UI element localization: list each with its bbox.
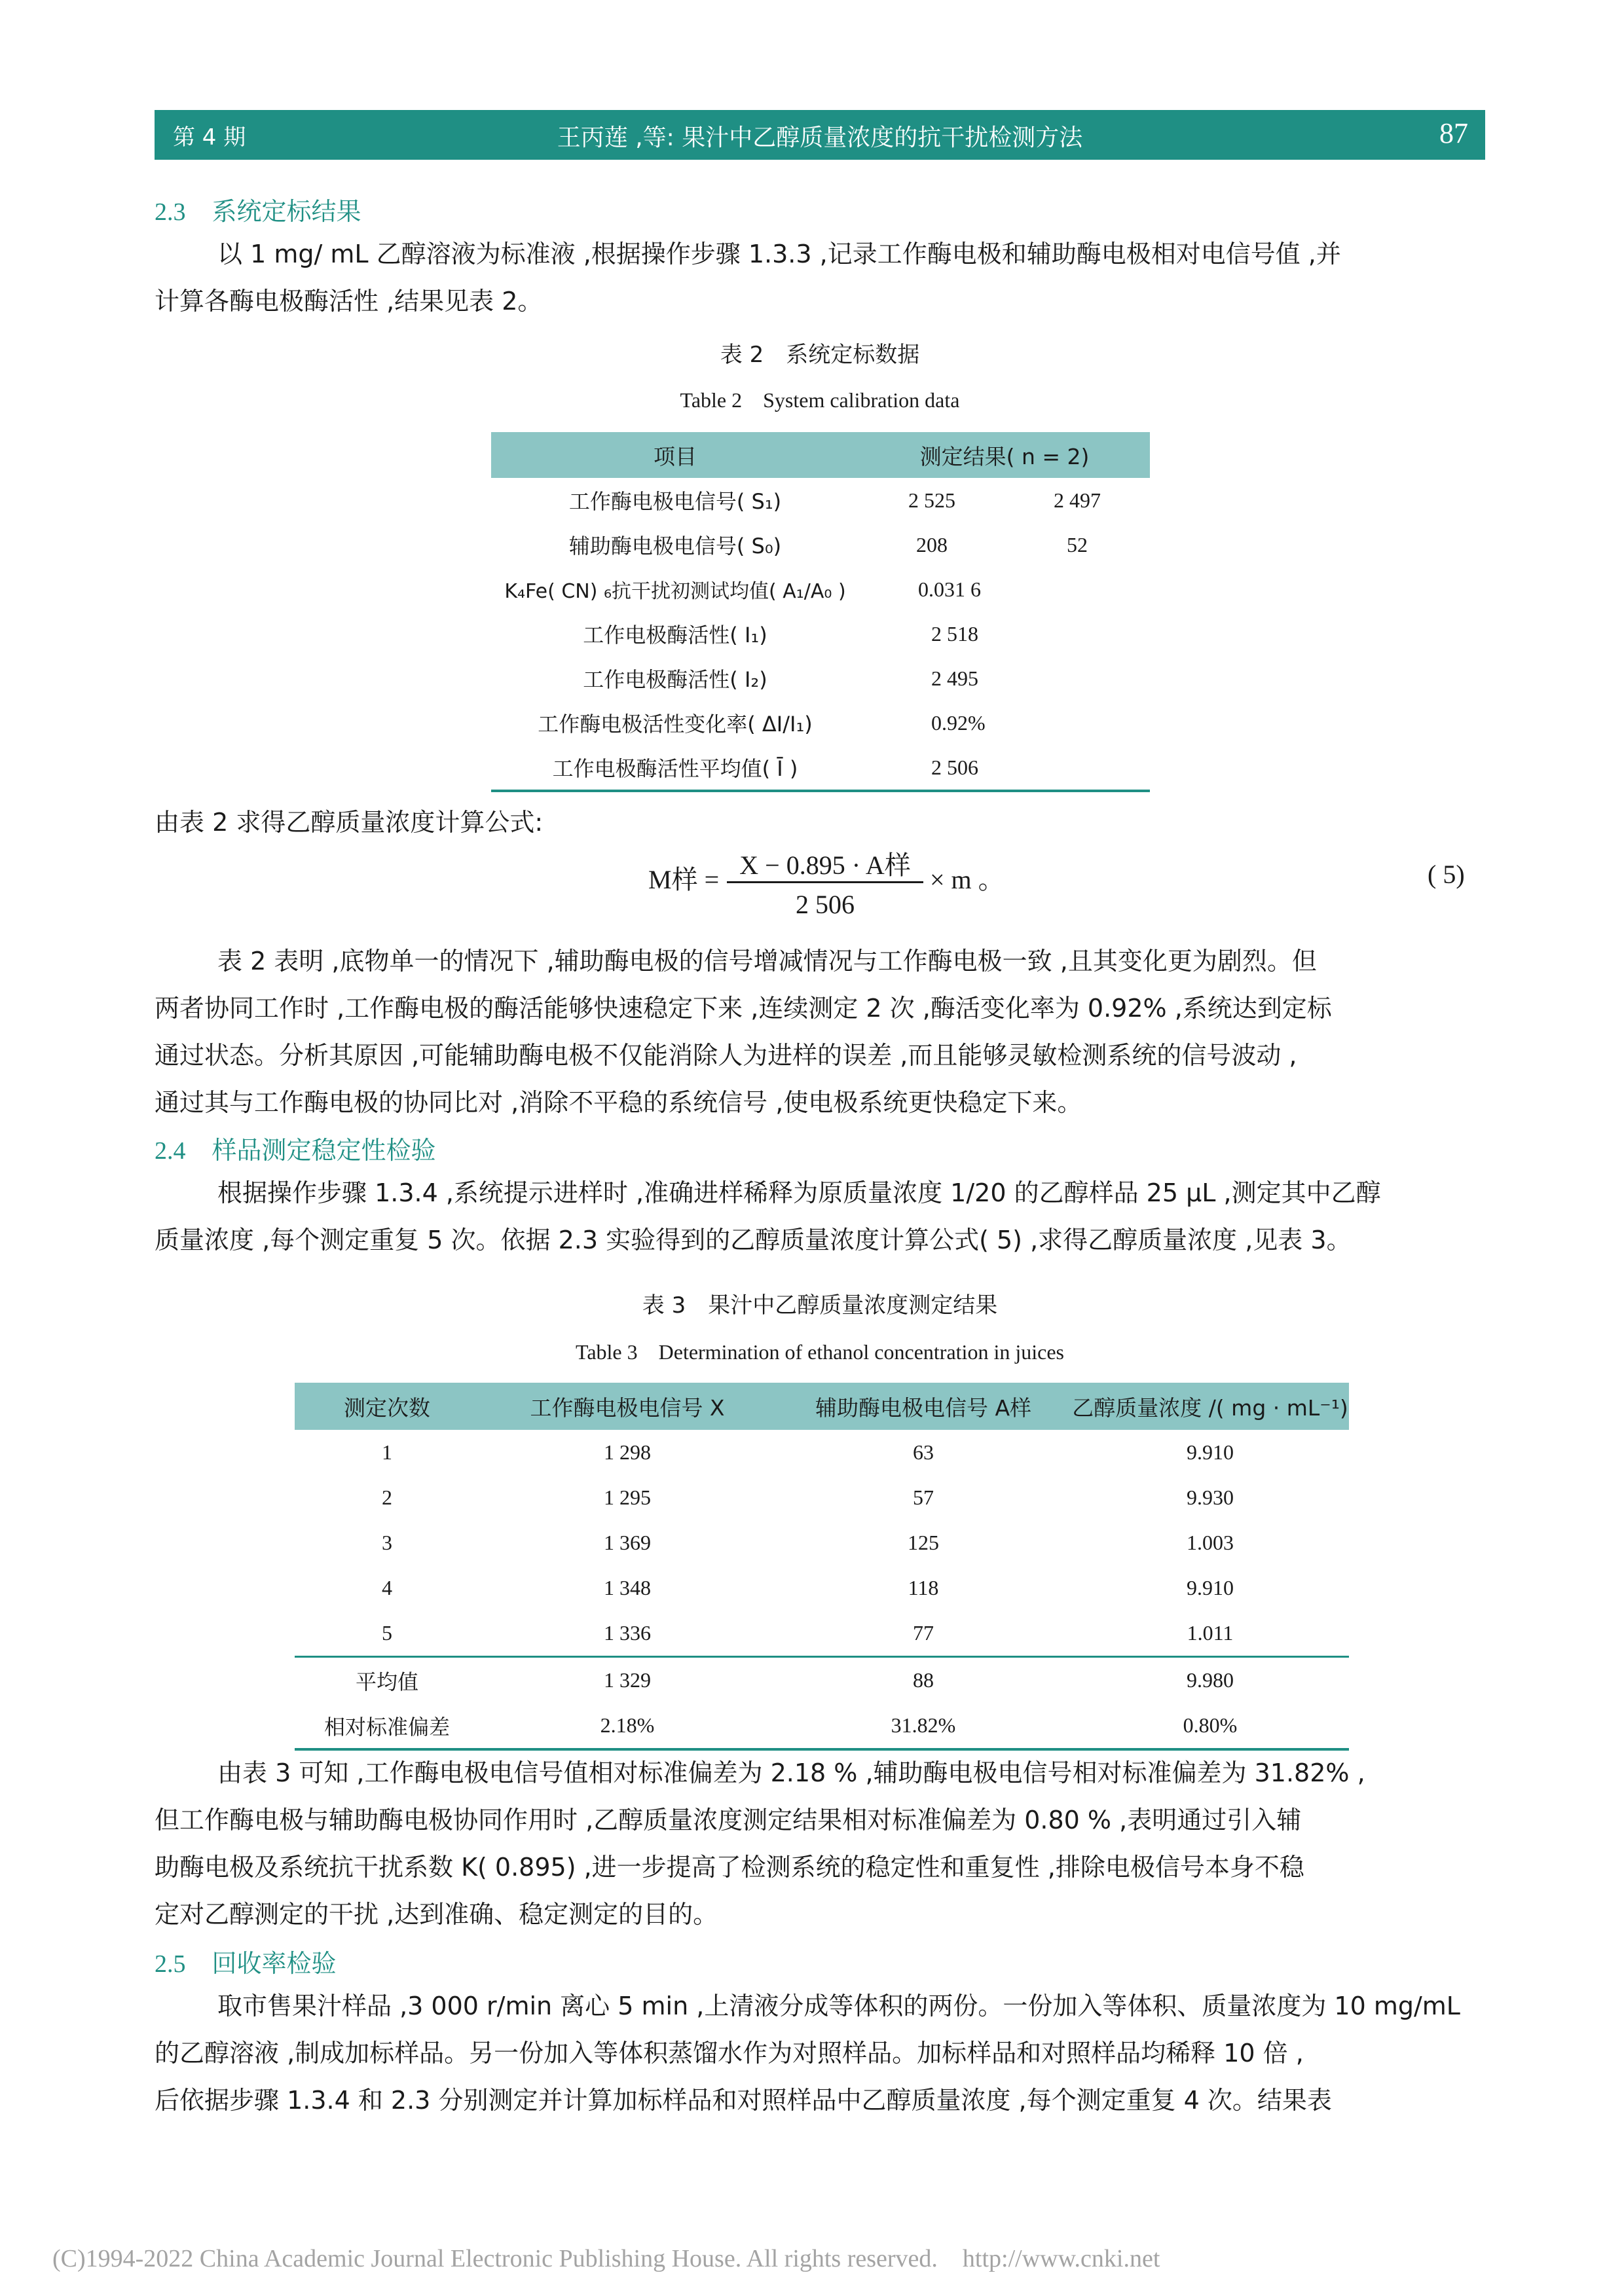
table2-cell-label: 工作酶电极电信号( S₁) <box>568 489 782 514</box>
table-row <box>491 478 1150 522</box>
table-3 <box>295 1383 1349 1751</box>
paragraph-2-3: 以 1 mg/ mL 乙醇溶液为标准液 ,根据操作步骤 1.3.3 ,记录工作酶电极和辅助酶电极相对电信号值 ,并 计算各酶电极酶活性 ,结果见表 2。 <box>155 240 1341 316</box>
section-heading-2-3: 2.3 系统定标结果 <box>155 197 361 226</box>
page-number: 87 <box>1439 117 1468 149</box>
formula-tail: × m 。 <box>930 865 1005 894</box>
table3-header: 测定次数 <box>295 1383 479 1430</box>
table-row: 5 1 336 77 1.011 <box>382 1621 1234 1645</box>
table-row <box>491 701 1150 745</box>
table2-cell-value: 52 <box>1067 532 1088 556</box>
table3-caption-cn: 表 3 果汁中乙醇质量浓度测定结果 <box>642 1292 998 1319</box>
table2-cell-label: 工作酶电极活性变化率( ΔI/I₁) <box>538 712 813 737</box>
paragraph-2-5: 取市售果汁样品 ,3 000 r/min 离心 5 min ,上清液分成等体积的两份。一份加入等体积、质量浓度为 10 mg/mL 的乙醇溶液 ,制成加标样品。另一份加入等体积蒸馏水作为对照样品。加标样品和对照样品均稀释 10 倍 , 后依据步骤 1.3.4 和 2.3 分别测定并计算加标样品和对照样品中乙醇质量浓度 ,每个测定重复 4 次。结果表 <box>155 1992 1460 2115</box>
table-row: 2 1 295 57 9.930 <box>382 1485 1234 1509</box>
formula-lhs: M样 = <box>648 865 720 894</box>
table2-cell-value: 2 525 <box>908 488 955 512</box>
table2-cell-label: 工作电极酶活性( I₂) <box>583 667 767 692</box>
paragraph-table3-discussion: 由表 3 可知 ,工作酶电极电信号值相对标准偏差为 2.18 % ,辅助酶电极电信号相对标准偏差为 31.82% , 但工作酶电极与辅助酶电极协同作用时 ,乙醇质量浓度测定结果相对标准偏差为 0.80 % ,表明通过引入辅 助酶电极及系统抗干扰系数 K( 0.895) ,进一步提高了检测系统的稳定性和重复性 ,排除电极信号本身不稳 定对乙醇测定的干扰 ,达到准确、稳定测定的目的。 <box>155 1758 1365 1929</box>
equation-number: ( 5) <box>1428 860 1465 889</box>
table-row <box>491 611 1150 656</box>
table2-cell-label: 工作电极酶活性平均值( Ī ) <box>491 745 859 791</box>
table-row: 4 1 348 118 9.910 <box>382 1576 1234 1599</box>
table-2 <box>491 432 1150 792</box>
table3-header: 乙醇质量浓度 /( mg · mL⁻¹) <box>1071 1383 1349 1430</box>
formula-intro: 由表 2 求得乙醇质量浓度计算公式: <box>155 808 544 837</box>
table2-col-item: 项目 <box>491 432 859 478</box>
section-heading-2-5: 2.5 回收率检验 <box>155 1949 337 1978</box>
table-row <box>491 567 1150 611</box>
table2-cell-value: 208 <box>916 532 948 556</box>
table-row <box>491 656 1150 701</box>
table2-caption-cn: 表 2 系统定标数据 <box>720 342 920 368</box>
table-row <box>491 522 1150 567</box>
formula-denominator: 2 506 <box>796 890 855 919</box>
table2-cell-label: 工作电极酶活性( I₁) <box>583 623 767 647</box>
table-row-summary: 相对标准偏差 2.18% 31.82% 0.80% <box>295 1703 1349 1749</box>
table-row-summary: 平均值 1 329 88 9.980 <box>295 1657 1349 1704</box>
table3-header: 辅助酶电极电信号 A样 <box>775 1383 1071 1430</box>
table2-col-result: 测定结果( n = 2) <box>859 432 1150 478</box>
table-row: 3 1 369 125 1.003 <box>382 1531 1234 1554</box>
table3-header: 工作酶电极电信号 X <box>479 1383 775 1430</box>
table2-cell-value: 2 497 <box>1054 488 1101 512</box>
section-heading-2-4: 2.4 样品测定稳定性检验 <box>155 1136 436 1165</box>
table2-cell-label: 辅助酶电极电信号( S₀) <box>568 534 782 558</box>
article-title: 王丙莲 ,等: 果汁中乙醇质量浓度的抗干扰检测方法 <box>557 124 1083 151</box>
table2-cell-value: 0.92% <box>931 710 986 735</box>
copyright-footer: (C)1994-2022 China Academic Journal Electronic Publishing House. All rights reserved. http://www.cnki.net <box>52 2245 1160 2272</box>
table2-cell-label: K₄Fe( CN) ₆抗干扰初测试均值( A₁/A₀ ) <box>504 580 846 603</box>
table2-cell-value: 2 518 <box>931 621 978 646</box>
table2-caption-en: Table 2 System calibration data <box>680 388 960 412</box>
issue-number: 第 4 期 <box>173 124 246 151</box>
table3-caption-en: Table 3 Determination of ethanol concentration in juices <box>576 1340 1064 1364</box>
table2-cell-value: 2 495 <box>931 666 978 690</box>
fraction-bar <box>727 881 923 883</box>
running-header <box>155 110 1485 160</box>
table-row: 1 1 298 63 9.910 <box>382 1440 1234 1464</box>
table2-cell-value: 0.031 6 <box>918 577 981 601</box>
paragraph-table2-discussion: 表 2 表明 ,底物单一的情况下 ,辅助酶电极的信号增减情况与工作酶电极一致 ,且其变化更为剧烈。但 两者协同工作时 ,工作酶电极的酶活能够快速稳定下来 ,连续测定 2 次 ,酶活变化率为 0.92% ,系统达到定标 通过状态。分析其原因 ,可能辅助酶电极不仅能消除人为进样的误差 ,而且能够灵敏检测系统的信号波动 , 通过其与工作酶电极的协同比对 ,消除不平稳的系统信号 ,使电极系统更快稳定下来。 <box>155 947 1332 1117</box>
table2-cell-value: 2 506 <box>859 745 1150 791</box>
table-row <box>491 745 1150 791</box>
formula-numerator: X − 0.895 · A样 <box>739 850 911 880</box>
paragraph-2-4: 根据操作步骤 1.3.4 ,系统提示进样时 ,准确进样稀释为原质量浓度 1/20 的乙醇样品 25 μL ,测定其中乙醇 质量浓度 ,每个测定重复 5 次。依据 2.3 实验得到的乙醇质量浓度计算公式( 5) ,求得乙醇质量浓度 ,见表 3。 <box>155 1178 1381 1254</box>
